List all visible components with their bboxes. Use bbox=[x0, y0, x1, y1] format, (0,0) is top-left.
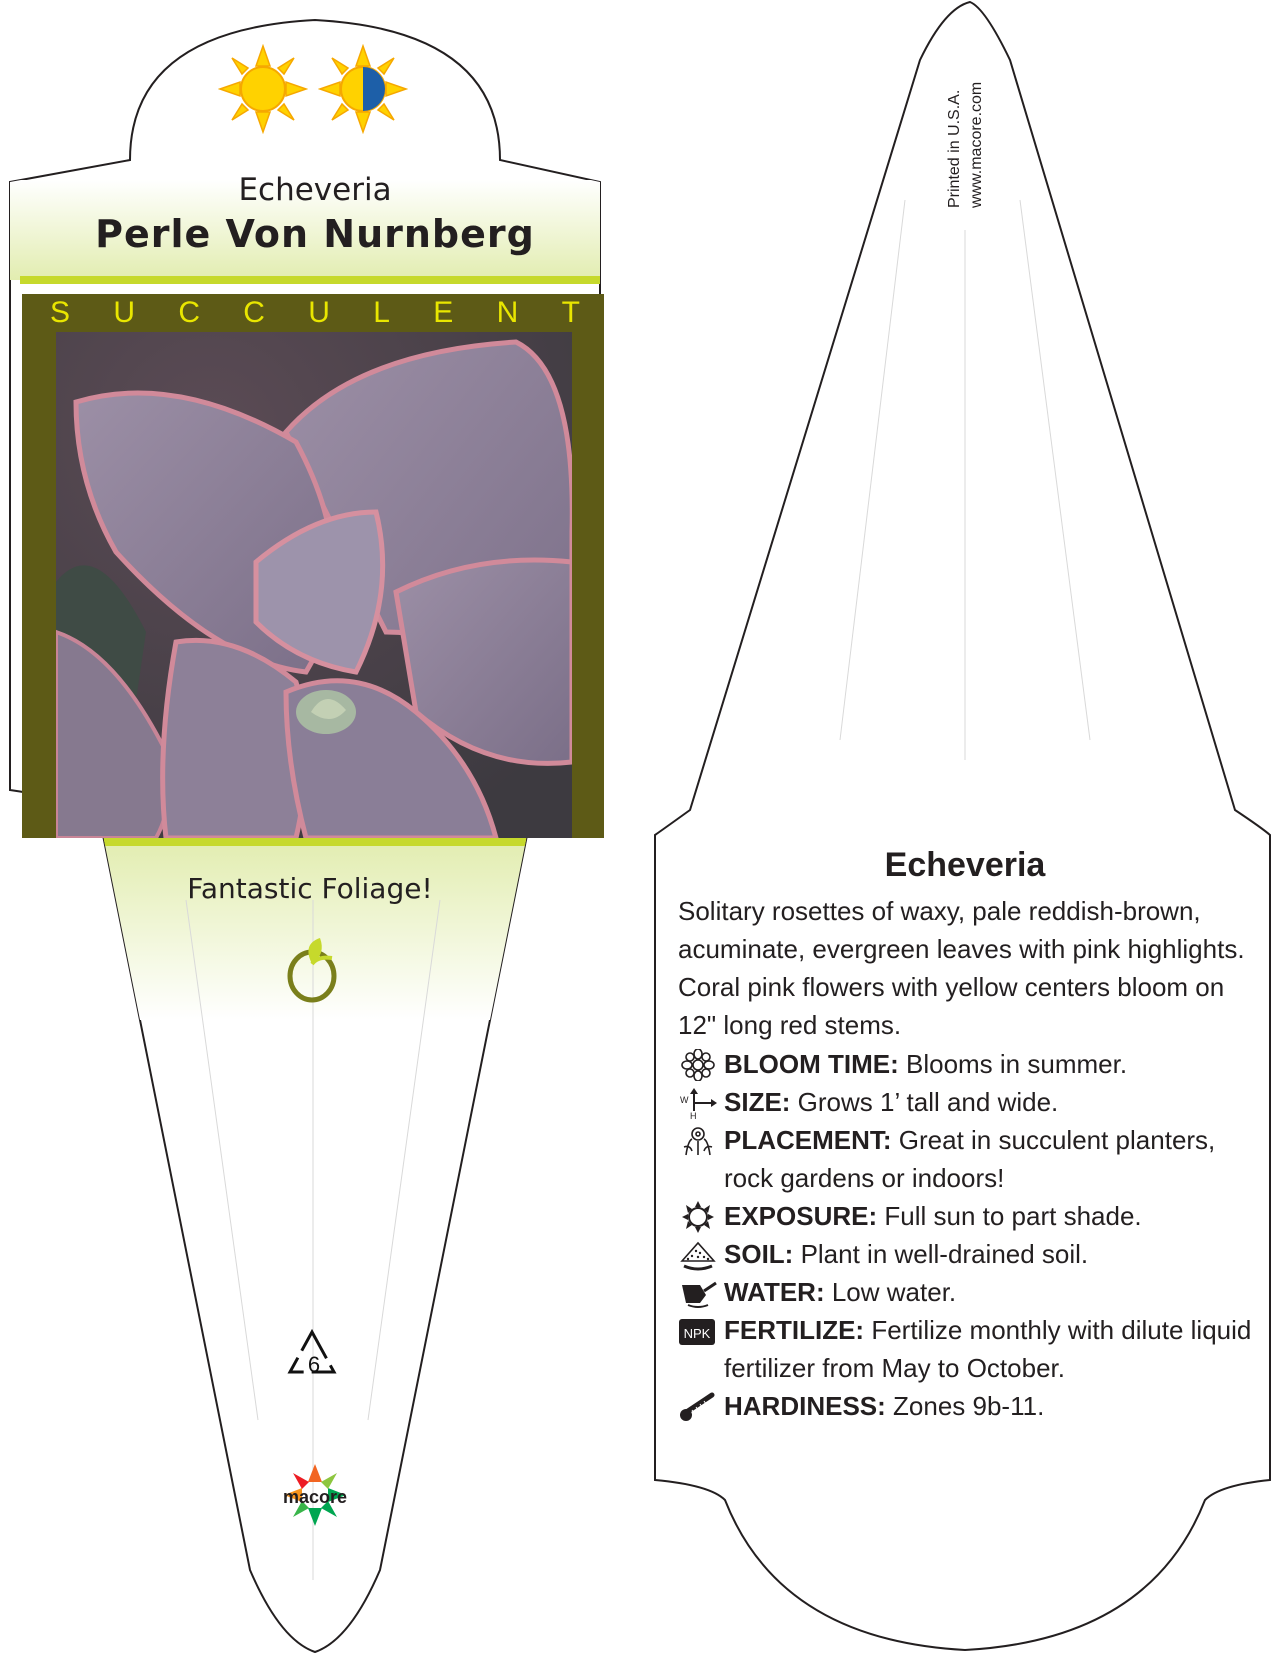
care-label: PLACEMENT: bbox=[724, 1125, 892, 1155]
plant-genus: Echeveria bbox=[238, 172, 392, 208]
care-label: SIZE: bbox=[724, 1087, 791, 1117]
plant-variety: Perle Von Nurnberg bbox=[95, 212, 535, 256]
care-item bbox=[678, 1311, 1268, 1387]
npk-text: NPK bbox=[683, 1326, 711, 1341]
tagline: Fantastic Foliage! bbox=[187, 872, 433, 905]
soil-icon bbox=[678, 1239, 718, 1271]
care-text: Blooms in summer. bbox=[898, 1049, 1128, 1079]
category-letter: E bbox=[433, 296, 454, 329]
svg-text:W: W bbox=[680, 1095, 689, 1105]
care-text: Grows 1’ tall and wide. bbox=[790, 1087, 1059, 1117]
npk-icon bbox=[678, 1315, 718, 1347]
care-label: SOIL: bbox=[724, 1239, 794, 1269]
care-label: FERTILIZE: bbox=[724, 1315, 865, 1345]
back-title: Echeveria bbox=[884, 846, 1046, 884]
foliage-leaf-icon bbox=[282, 934, 342, 1004]
thermometer-icon bbox=[678, 1391, 718, 1423]
category-letter: C bbox=[243, 296, 265, 329]
care-item bbox=[678, 1197, 1268, 1235]
planter-icon bbox=[678, 1125, 718, 1157]
flower-icon bbox=[678, 1049, 718, 1081]
care-label: WATER: bbox=[724, 1277, 825, 1307]
care-text: Zones 9b-11. bbox=[885, 1391, 1045, 1421]
care-item bbox=[678, 1273, 1268, 1311]
category-letter: S bbox=[50, 296, 71, 329]
watering-can-icon bbox=[678, 1277, 718, 1309]
care-item bbox=[678, 1045, 1268, 1083]
care-item bbox=[678, 1083, 1268, 1121]
recycle-code: 6 bbox=[307, 1352, 321, 1377]
care-instructions bbox=[678, 892, 1268, 1425]
care-label: EXPOSURE: bbox=[724, 1201, 878, 1231]
category-letter: U bbox=[113, 296, 135, 329]
care-label: HARDINESS: bbox=[724, 1391, 886, 1421]
plant-photo bbox=[56, 332, 572, 838]
care-text: Plant in well-drained soil. bbox=[793, 1239, 1089, 1269]
care-item bbox=[678, 1121, 1268, 1197]
printed-in: Printed in U.S.A. bbox=[946, 89, 963, 208]
care-text: Full sun to part shade. bbox=[877, 1201, 1142, 1231]
care-text: Great in succulent planters, rock gardens or indoors! bbox=[724, 1125, 1216, 1193]
category-letter: T bbox=[561, 296, 580, 329]
size-arrows-icon bbox=[678, 1087, 718, 1119]
brand-logo: macore bbox=[282, 1487, 348, 1507]
part-shade-icon bbox=[318, 44, 408, 134]
full-sun-icon bbox=[218, 44, 308, 134]
printer-credit bbox=[946, 58, 985, 218]
care-text: Low water. bbox=[824, 1277, 957, 1307]
website: www.macore.com bbox=[968, 81, 985, 208]
category-label bbox=[50, 296, 580, 332]
care-item bbox=[678, 1235, 1268, 1273]
category-letter: L bbox=[373, 296, 390, 329]
care-text: Fertilize monthly with dilute liquid fertilizer from May to October. bbox=[724, 1315, 1252, 1383]
care-item bbox=[678, 1387, 1268, 1425]
care-label: BLOOM TIME: bbox=[724, 1049, 899, 1079]
category-letter: C bbox=[178, 296, 200, 329]
sun-icon bbox=[678, 1201, 718, 1233]
category-letter: U bbox=[308, 296, 330, 329]
svg-text:H: H bbox=[690, 1111, 697, 1119]
plant-description: Solitary rosettes of waxy, pale reddish-brown, acuminate, evergreen leaves with pink highlights. Coral pink flowers with yellow centers bloom on 12" long red stems. bbox=[678, 896, 1245, 1040]
category-letter: N bbox=[496, 296, 519, 329]
